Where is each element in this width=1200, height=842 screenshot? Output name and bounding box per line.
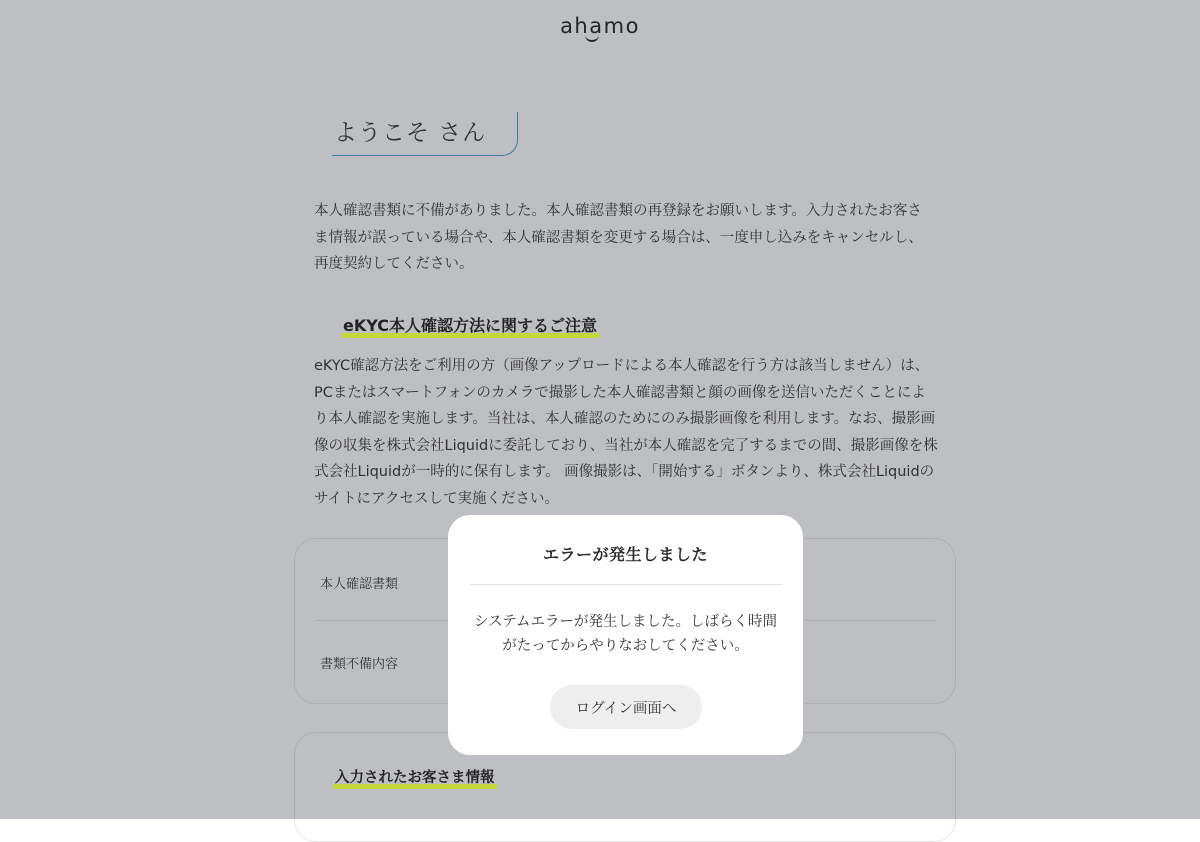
ekyc-notice-text: eKYC確認方法をご利用の方（画像アップロードによる本人確認を行う方は該当しません）は、PCまたはスマートフォンのカメラで撮影した本人確認書類と顔の画像を送信いただくことにより本人確認を実施します。当社は、本人確認のためにのみ撮影画像を利用します。なお、撮影画像の収集を株式会社Liquidに委託しており、当社が本人確認を完了するまでの間、撮影画像を株式会社Liquidが一時的に保有します。 画像撮影は、「開始する」ボタンより、株式会社Liquidのサイトにアクセスして実施ください。 [314, 358, 938, 507]
error-modal [448, 515, 803, 755]
logo-text: ahamo [560, 14, 640, 38]
login-screen-button[interactable]: ログイン画面へ [550, 685, 702, 729]
modal-message: システムエラーが発生しました。しばらく時間がたってからやりなおしてください。 [473, 614, 778, 654]
ekyc-heading-text: eKYC本人確認方法に関するご注意 [343, 316, 598, 335]
customer-info-heading-text: 入力されたお客さま情報 [335, 770, 495, 786]
modal-title: エラーが発生しました [542, 545, 708, 564]
ekyc-section-heading [341, 313, 599, 336]
customer-info-heading [333, 766, 497, 787]
modal-divider [469, 584, 782, 585]
document-type-label: 本人確認書類 [320, 577, 399, 592]
greeting-text: ようこそ さん [334, 120, 487, 146]
document-deficiency-label: 書類不備内容 [320, 657, 399, 672]
intro-text: 本人確認書類に不備がありました。本人確認書類の再登録をお願いします。入力されたお客さま情報が誤っている場合や、本人確認書類を変更する場合は、一度申し込みをキャンセルし、再度契約してください。 [314, 203, 923, 272]
